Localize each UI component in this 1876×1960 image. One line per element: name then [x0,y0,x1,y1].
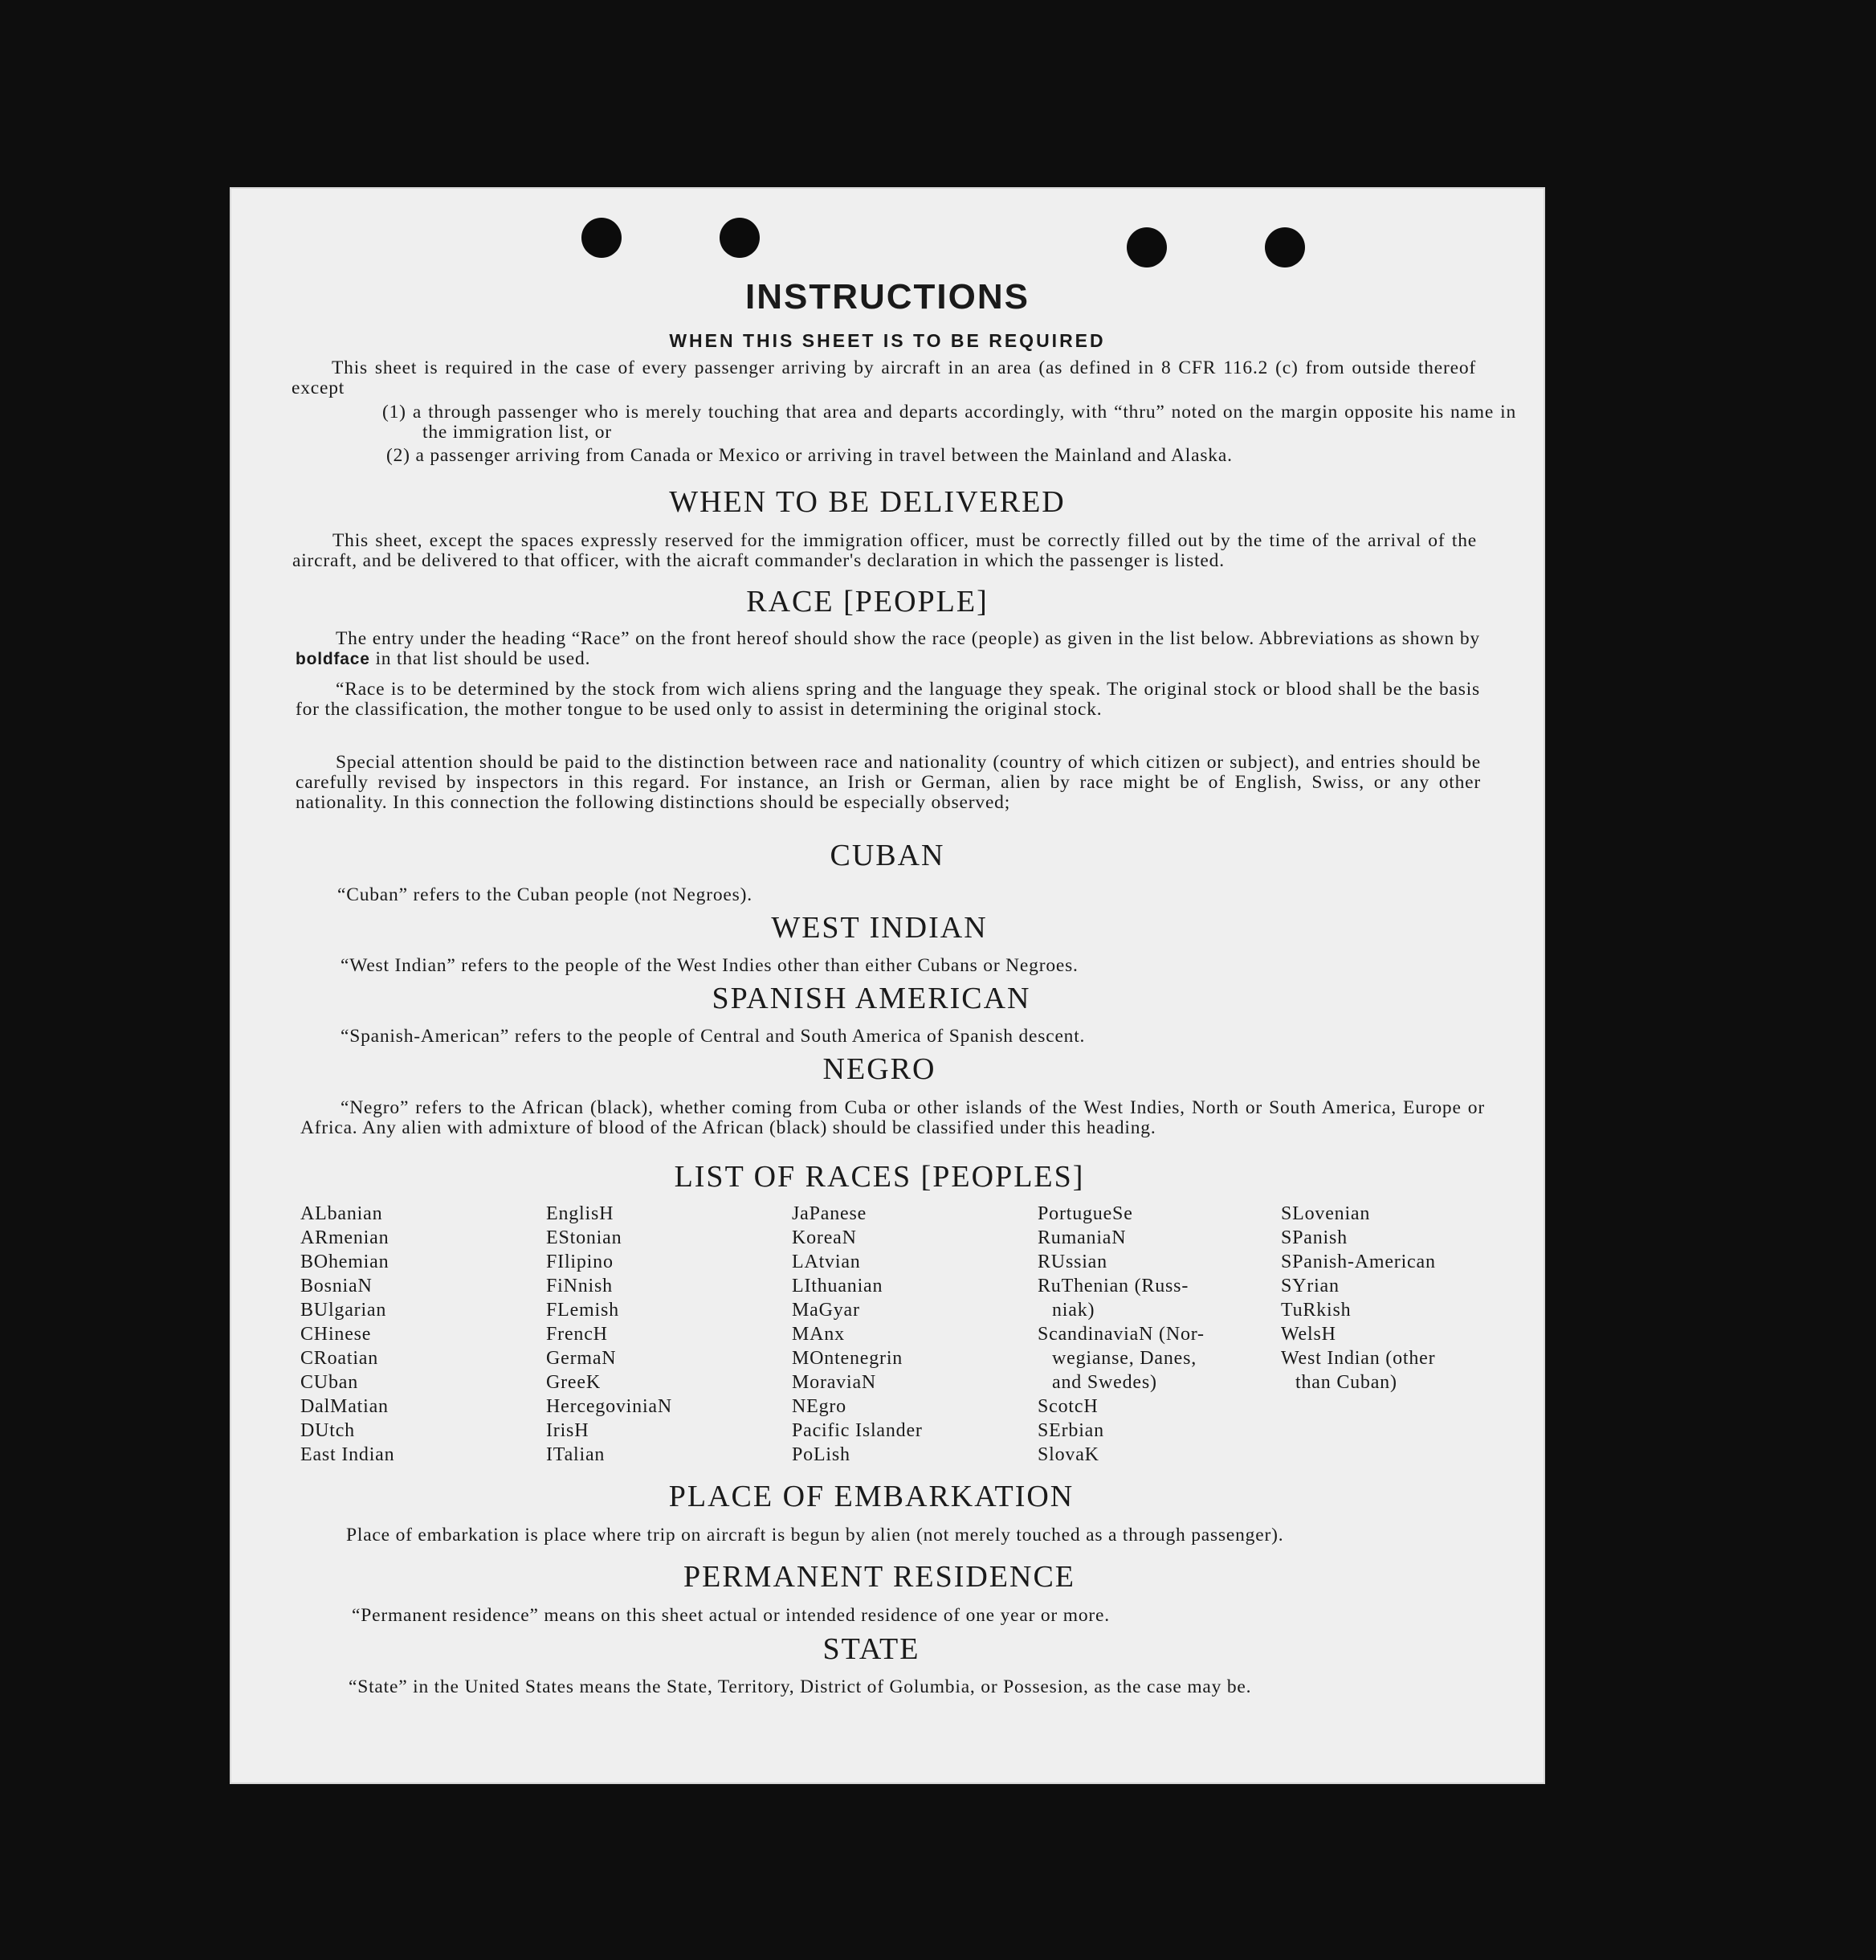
race-entry: FiNnish [546,1276,613,1296]
punch-hole [581,218,622,258]
race-paragraph: The entry under the heading “Race” on the front hereof should show the race (people) as given in the list below. Abbreviations as shown by boldface in that list should be used. [296,628,1480,669]
race-entry: WelsH [1281,1324,1336,1345]
section-heading-spanish-american: SPANISH AMERICAN [712,982,1031,1015]
race-entry: EnglisH [546,1203,614,1224]
section-heading-west-indian: WEST INDIAN [771,911,988,945]
negro-paragraph: “Negro” refers to the African (black), whether coming from Cuba or other islands of the West Indies, North or South America, Europe or Africa. Any alien with admixture of blood of the African (black) should be classified under this heading. [300,1097,1485,1138]
instruction-sheet [230,187,1545,1784]
race-entry: BOhemian [300,1252,389,1272]
race-paragraph: Special attention should be paid to the distinction between race and nationality (country of which citizen or subject), and entries should be carefully revised by inspectors in this regard. For instance, an Irish or German, alien by race might be of English, Swiss, or any other nationality. In this connection the following distinctions should be especially observed; [296,752,1481,813]
cuban-paragraph: “Cuban” refers to the Cuban people (not Negroes). [337,884,752,905]
punch-hole [1265,227,1305,267]
race-entry: SErbian [1038,1420,1104,1441]
race-entry: BosniaN [300,1276,373,1296]
race-entry: EStonian [546,1227,622,1248]
race-entry: IrisH [546,1420,589,1441]
section-heading-race: RACE [PEOPLE] [746,585,989,619]
punch-hole [720,218,760,258]
race-entry: ScotcH [1038,1396,1099,1417]
race-entry: PortugueSe [1038,1203,1133,1224]
race-entry: FIlipino [546,1252,614,1272]
race-entry: CRoatian [300,1348,379,1369]
race-entry: wegianse, Danes, [1052,1348,1197,1369]
race-entry: ALbanian [300,1203,383,1224]
race-entry: niak) [1052,1300,1095,1321]
race-list-column [1281,1202,1436,1394]
race-entry: DUtch [300,1420,355,1441]
page-title: INSTRUCTIONS [745,277,1030,316]
exception-item: (1) a through passenger who is merely touching that area and departs accordingly, with “thru” noted on the margin opposite his name in the immigration list, or [382,402,1516,443]
race-entry: DalMatian [300,1396,389,1417]
embarkation-paragraph: Place of embarkation is place where trip on aircraft is begun by alien (not merely touched as a through passenger). [346,1525,1284,1546]
race-entry: SlovaK [1038,1444,1099,1465]
section-heading-embarkation: PLACE OF EMBARKATION [668,1480,1075,1513]
race-entry: than Cuban) [1295,1372,1397,1393]
race-entry: BUlgarian [300,1300,387,1321]
race-entry: JaPanese [792,1203,867,1224]
race-entry: CUban [300,1372,358,1393]
race-entry: SLovenian [1281,1203,1371,1224]
delivered-paragraph: This sheet, except the spaces expressly reserved for the immigration officer, must be correctly filled out by the time of the arrival of the aircraft, and be delivered to that officer, with the aicraft commander's declaration in which the passenger is listed. [292,530,1477,571]
section-heading-delivered: WHEN TO BE DELIVERED [669,485,1066,519]
race-entry: East Indian [300,1444,395,1465]
west-indian-paragraph: “West Indian” refers to the people of the West Indies other than either Cubans or Negroes. [341,955,1079,976]
race-entry: RumaniaN [1038,1227,1127,1248]
page-subtitle: WHEN THIS SHEET IS TO BE REQUIRED [669,330,1106,351]
race-entry: SPanish [1281,1227,1348,1248]
race-entry: GermaN [546,1348,617,1369]
race-entry: GreeK [546,1372,601,1393]
race-entry: West Indian (other [1281,1348,1436,1369]
race-list-column [546,1202,672,1467]
race-entry: ARmenian [300,1227,389,1248]
race-entry: NEgro [792,1396,846,1417]
section-heading-list: LIST OF RACES [PEOPLES] [674,1160,1085,1194]
exception-item: (2) a passenger arriving from Canada or Mexico or arriving in travel between the Mainland and Alaska. [386,445,1233,466]
race-entry: RUssian [1038,1252,1107,1272]
punch-hole [1127,227,1167,267]
race-entry: KoreaN [792,1227,857,1248]
race-entry: FrencH [546,1324,608,1345]
intro-paragraph: This sheet is required in the case of every passenger arriving by aircraft in an area (as defined in 8 CFR 116.2 (c) from outside thereof except [292,357,1476,398]
state-paragraph: “State” in the United States means the State, Territory, District of Golumbia, or Possesion, as the case may be. [349,1676,1252,1697]
section-heading-cuban: CUBAN [830,839,945,872]
section-heading-negro: NEGRO [822,1052,936,1086]
race-entry: TuRkish [1281,1300,1352,1321]
race-entry: CHinese [300,1324,372,1345]
race-list-column [300,1202,394,1467]
section-heading-state: STATE [822,1632,920,1666]
race-entry: LIthuanian [792,1276,883,1296]
race-paragraph: “Race is to be determined by the stock from wich aliens spring and the language they speak. The original stock or blood shall be the basis for the classification, the mother tongue to be used only to assist in determining the original stock. [296,679,1480,720]
race-entry: ScandinaviaN (Nor- [1038,1324,1205,1345]
race-entry: and Swedes) [1052,1372,1157,1393]
race-entry: SYrian [1281,1276,1340,1296]
spanish-american-paragraph: “Spanish-American” refers to the people of Central and South America of Spanish descent. [341,1026,1086,1047]
residence-paragraph: “Permanent residence” means on this sheet actual or intended residence of one year or more. [352,1605,1110,1626]
race-entry: FLemish [546,1300,619,1321]
race-entry: LAtvian [792,1252,861,1272]
race-list-column [792,1202,923,1467]
race-list-column [1038,1202,1205,1467]
section-heading-residence: PERMANENT RESIDENCE [683,1560,1076,1594]
race-entry: MOntenegrin [792,1348,903,1369]
race-entry: MAnx [792,1324,845,1345]
race-entry: HercegoviniaN [546,1396,673,1417]
race-entry: RuThenian (Russ- [1038,1276,1189,1296]
race-entry: PoLish [792,1444,850,1465]
race-entry: ITalian [546,1444,606,1465]
race-entry: MaGyar [792,1300,860,1321]
race-entry: MoraviaN [792,1372,877,1393]
race-entry: SPanish-American [1281,1252,1436,1272]
race-entry: Pacific Islander [792,1420,923,1441]
